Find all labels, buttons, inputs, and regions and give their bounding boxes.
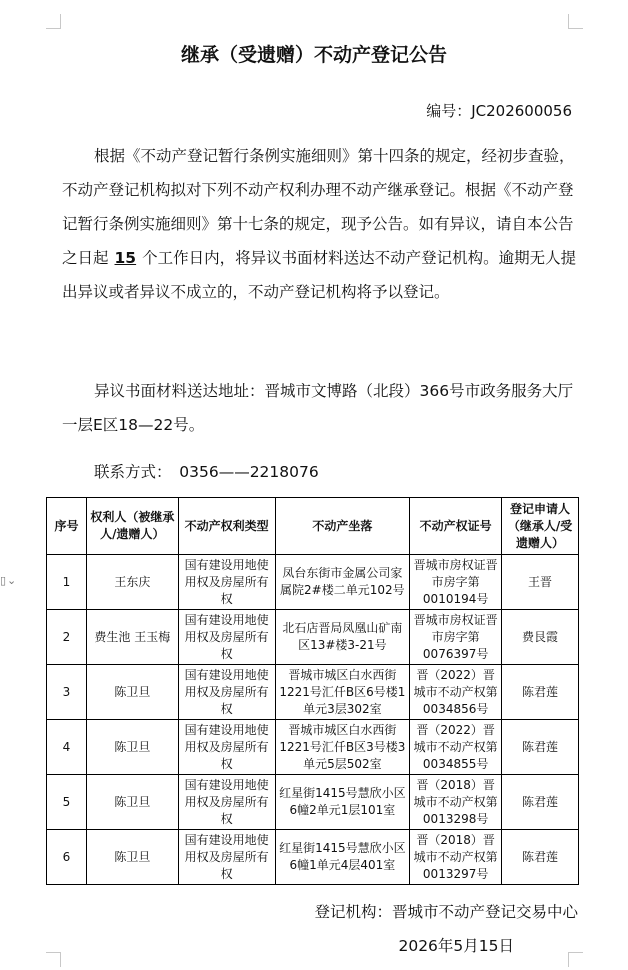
address-paragraph: 异议书面材料送达地址：晋城市文博路（北段）366号市政务服务大厅一层E区18—22号。 (62, 382, 574, 434)
cell-right-type: 国有建设用地使用权及房屋所有权 (178, 555, 275, 610)
table-row (47, 610, 579, 665)
cell-location: 红星街1415号慧欣小区6幢1单元4层401室 (275, 830, 410, 885)
table-header-row (47, 498, 579, 555)
cell-location: 凤台东街市金属公司家属院2#楼二单元102号 (275, 555, 410, 610)
cell-location: 红星街1415号慧欣小区6幢2单元1层101室 (275, 775, 410, 830)
page-corner-mark (568, 14, 583, 29)
cell-seq: 1 (47, 555, 87, 610)
cell-certificate: 晋（2022）晋城市不动产权第0034856号 (410, 665, 502, 720)
cell-holder: 费生池 王玉梅 (86, 610, 178, 665)
table-row (47, 555, 579, 610)
notice-text-part1: 根据《不动产登记暂行条例实施细则》第十四条的规定，经初步查验，不动产登记机构拟对下列不动产权利办理不动产继承登记。根据《不动产登记暂行条例实施细则》第十七条的规定，现予公告。如有异议，请自本公告之日起 (62, 147, 575, 267)
cell-applicant: 陈君莲 (502, 720, 579, 775)
cell-seq: 4 (47, 720, 87, 775)
cell-right-type: 国有建设用地使用权及房屋所有权 (178, 830, 275, 885)
cell-applicant: 陈君莲 (502, 665, 579, 720)
objection-days: 15 (114, 249, 137, 267)
document-title: 继承（受遗赠）不动产登记公告 (180, 44, 447, 66)
cell-holder: 王东庆 (86, 555, 178, 610)
cell-location: 北石店晋局凤凰山矿南区13#楼3-21号 (275, 610, 410, 665)
cell-right-type: 国有建设用地使用权及房屋所有权 (178, 720, 275, 775)
notice-date: 2026年5月15日 (398, 937, 514, 955)
cell-applicant: 王晋 (502, 555, 579, 610)
cell-seq: 2 (47, 610, 87, 665)
cell-seq: 5 (47, 775, 87, 830)
contact-line: 联系方式： 0356——2218076 (94, 463, 319, 481)
cell-applicant: 费艮霞 (502, 610, 579, 665)
cell-right-type: 国有建设用地使用权及房屋所有权 (178, 610, 275, 665)
page-corner-mark (46, 952, 61, 967)
cell-location: 晋城市城区白水西街1221号汇仟B区6号楼1单元3层302室 (275, 665, 410, 720)
cell-holder: 陈卫旦 (86, 720, 178, 775)
cell-certificate: 晋（2022）晋城市不动产权第0034855号 (410, 720, 502, 775)
cell-certificate: 晋城市房权证晋市房字第0076397号 (410, 610, 502, 665)
col-header-certificate: 不动产权证号 (410, 498, 502, 555)
cell-applicant: 陈君莲 (502, 775, 579, 830)
cell-location: 晋城市城区白水西街1221号汇仟B区3号楼3单元5层502室 (275, 720, 410, 775)
layout-options-icon[interactable]: ▯⌄ (0, 574, 18, 587)
col-header-applicant: 登记申请人（继承人/受遗赠人） (502, 498, 579, 555)
cell-right-type: 国有建设用地使用权及房屋所有权 (178, 665, 275, 720)
page-corner-mark (568, 952, 583, 967)
cell-holder: 陈卫旦 (86, 830, 178, 885)
cell-seq: 6 (47, 830, 87, 885)
registrar-name: 登记机构：晋城市不动产登记交易中心 (314, 903, 578, 921)
cell-holder: 陈卫旦 (86, 665, 178, 720)
table-row (47, 775, 579, 830)
cell-holder: 陈卫旦 (86, 775, 178, 830)
document-number: 编号：JC202600056 (426, 102, 572, 120)
cell-certificate: 晋（2018）晋城市不动产权第0013298号 (410, 775, 502, 830)
cell-right-type: 国有建设用地使用权及房屋所有权 (178, 775, 275, 830)
cell-certificate: 晋（2018）晋城市不动产权第0013297号 (410, 830, 502, 885)
col-header-location: 不动产坐落 (275, 498, 410, 555)
table-row (47, 665, 579, 720)
notice-paragraph (62, 139, 580, 309)
property-table (46, 497, 579, 885)
cell-applicant: 陈君莲 (502, 830, 579, 885)
cell-seq: 3 (47, 665, 87, 720)
col-header-right-type: 不动产权利类型 (178, 498, 275, 555)
table-row (47, 830, 579, 885)
cell-certificate: 晋城市房权证晋市房字第0010194号 (410, 555, 502, 610)
table-row (47, 720, 579, 775)
notice-text-part2: 个工作日内，将异议书面材料送达不动产登记机构。逾期无人提出异议或者异议不成立的，不动产登记机构将予以登记。 (62, 249, 577, 301)
col-header-holder: 权利人（被继承人/遗赠人） (86, 498, 178, 555)
page-corner-mark (46, 14, 61, 29)
col-header-seq: 序号 (47, 498, 87, 555)
